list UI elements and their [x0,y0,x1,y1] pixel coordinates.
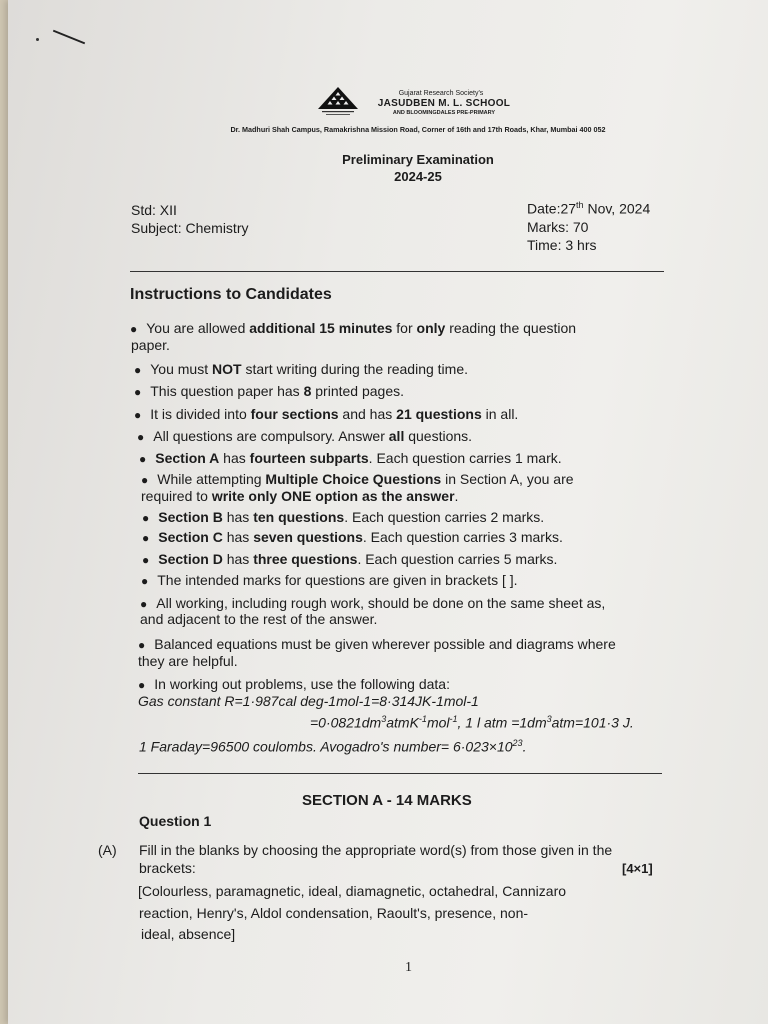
exam-title: Preliminary Examination [342,152,494,167]
exam-date: Date:27th Nov, 2024 [527,200,651,217]
instruction-item-cont: they are helpful. [138,653,238,669]
part-a-label: (A) [98,842,117,858]
school-header [316,82,522,120]
instruction-item: ● Section C has seven questions. Each question carries 3 marks. [142,529,563,545]
instruction-item: ● The intended marks for questions are given in brackets [ ]. [141,572,518,588]
question-prompt-cont: brackets: [139,860,196,876]
gas-constant-line-2: $=0\cdot 0821dm^3atmK^{-1}mol^{-1}$, 1 l atm $=1dm^3atm=101\cdot 3$ J. [310,714,634,731]
school-logo-icon [316,85,360,117]
gas-constant-line: Gas constant R=1·987cal deg-1mol-1=8·314JK-1mol-1 [138,693,479,709]
instruction-item: ● All questions are compulsory. Answer all questions. [137,428,473,444]
instruction-item: ● While attempting Multiple Choice Questions in Section A, you are [141,471,574,487]
question-1-label: Question 1 [139,813,212,829]
instruction-item: ● Balanced equations must be given wherever possible and diagrams where [138,636,616,652]
instruction-item: ● In working out problems, use the following data: [138,676,450,692]
total-marks: Marks: 70 [527,219,589,235]
exam-paper [8,0,768,1024]
subject-label: Subject: Chemistry [131,220,249,236]
question-prompt: Fill in the blanks by choosing the appropriate word(s) from those given in the [139,842,613,858]
instruction-item: ● All working, including rough work, should be done on the same sheet as, [140,595,606,611]
instruction-item-cont: and adjacent to the rest of the answer. [140,611,378,627]
exam-year: 2024-25 [394,169,442,184]
instruction-item-cont: required to write only ONE option as the answer. [141,488,459,504]
question-marks: [4×1] [622,861,653,876]
options-line: ideal, absence] [141,926,236,942]
instruction-item: ● Section A has fourteen subparts. Each question carries 1 mark. [139,450,562,466]
instruction-item: ● Section D has three questions. Each question carries 5 marks. [142,551,558,567]
instruction-item: ● It is divided into four sections and has 21 questions in all. [134,406,519,422]
society-name: Gujarat Research Society's [398,90,484,97]
pen-dot [36,38,39,41]
school-address: Dr. Madhuri Shah Campus, Ramakrishna Mission Road, Corner of 16th and 17th Roads, Khar, Mumbai 400 052 [230,125,606,134]
exam-time: Time: 3 hrs [527,237,597,253]
divider-top [130,271,664,272]
instruction-item: ● This question paper has 8 printed pages. [134,383,404,399]
pen-mark [53,30,85,45]
page-number: 1 [405,960,412,975]
options-line: reaction, Henry's, Aldol condensation, Raoult's, presence, non- [139,905,529,921]
std-label: Std: XII [131,202,177,218]
instruction-item: ● You are allowed additional 15 minutes for only reading the question [130,320,577,336]
instructions-title: Instructions to Candidates [130,286,332,303]
faraday-line: 1 Faraday=96500 coulombs. Avogadro's number= $6\cdot 023\times 10^{23}$. [139,738,527,755]
instruction-item-cont: paper. [131,337,170,353]
instruction-item: ● You must NOT start writing during the reading time. [134,361,469,377]
divider-bottom [138,773,662,774]
section-a-title: SECTION A - 14 MARKS [302,792,472,809]
sub-school-name: AND BLOOMINGDALES PRE-PRIMARY [392,110,496,116]
school-name: JASUDBEN M. L. SCHOOL [377,98,511,109]
instruction-item: ● Section B has ten questions. Each question carries 2 marks. [142,509,545,525]
options-line: [Colourless, paramagnetic, ideal, diamagnetic, octahedral, Cannizaro [138,883,567,899]
